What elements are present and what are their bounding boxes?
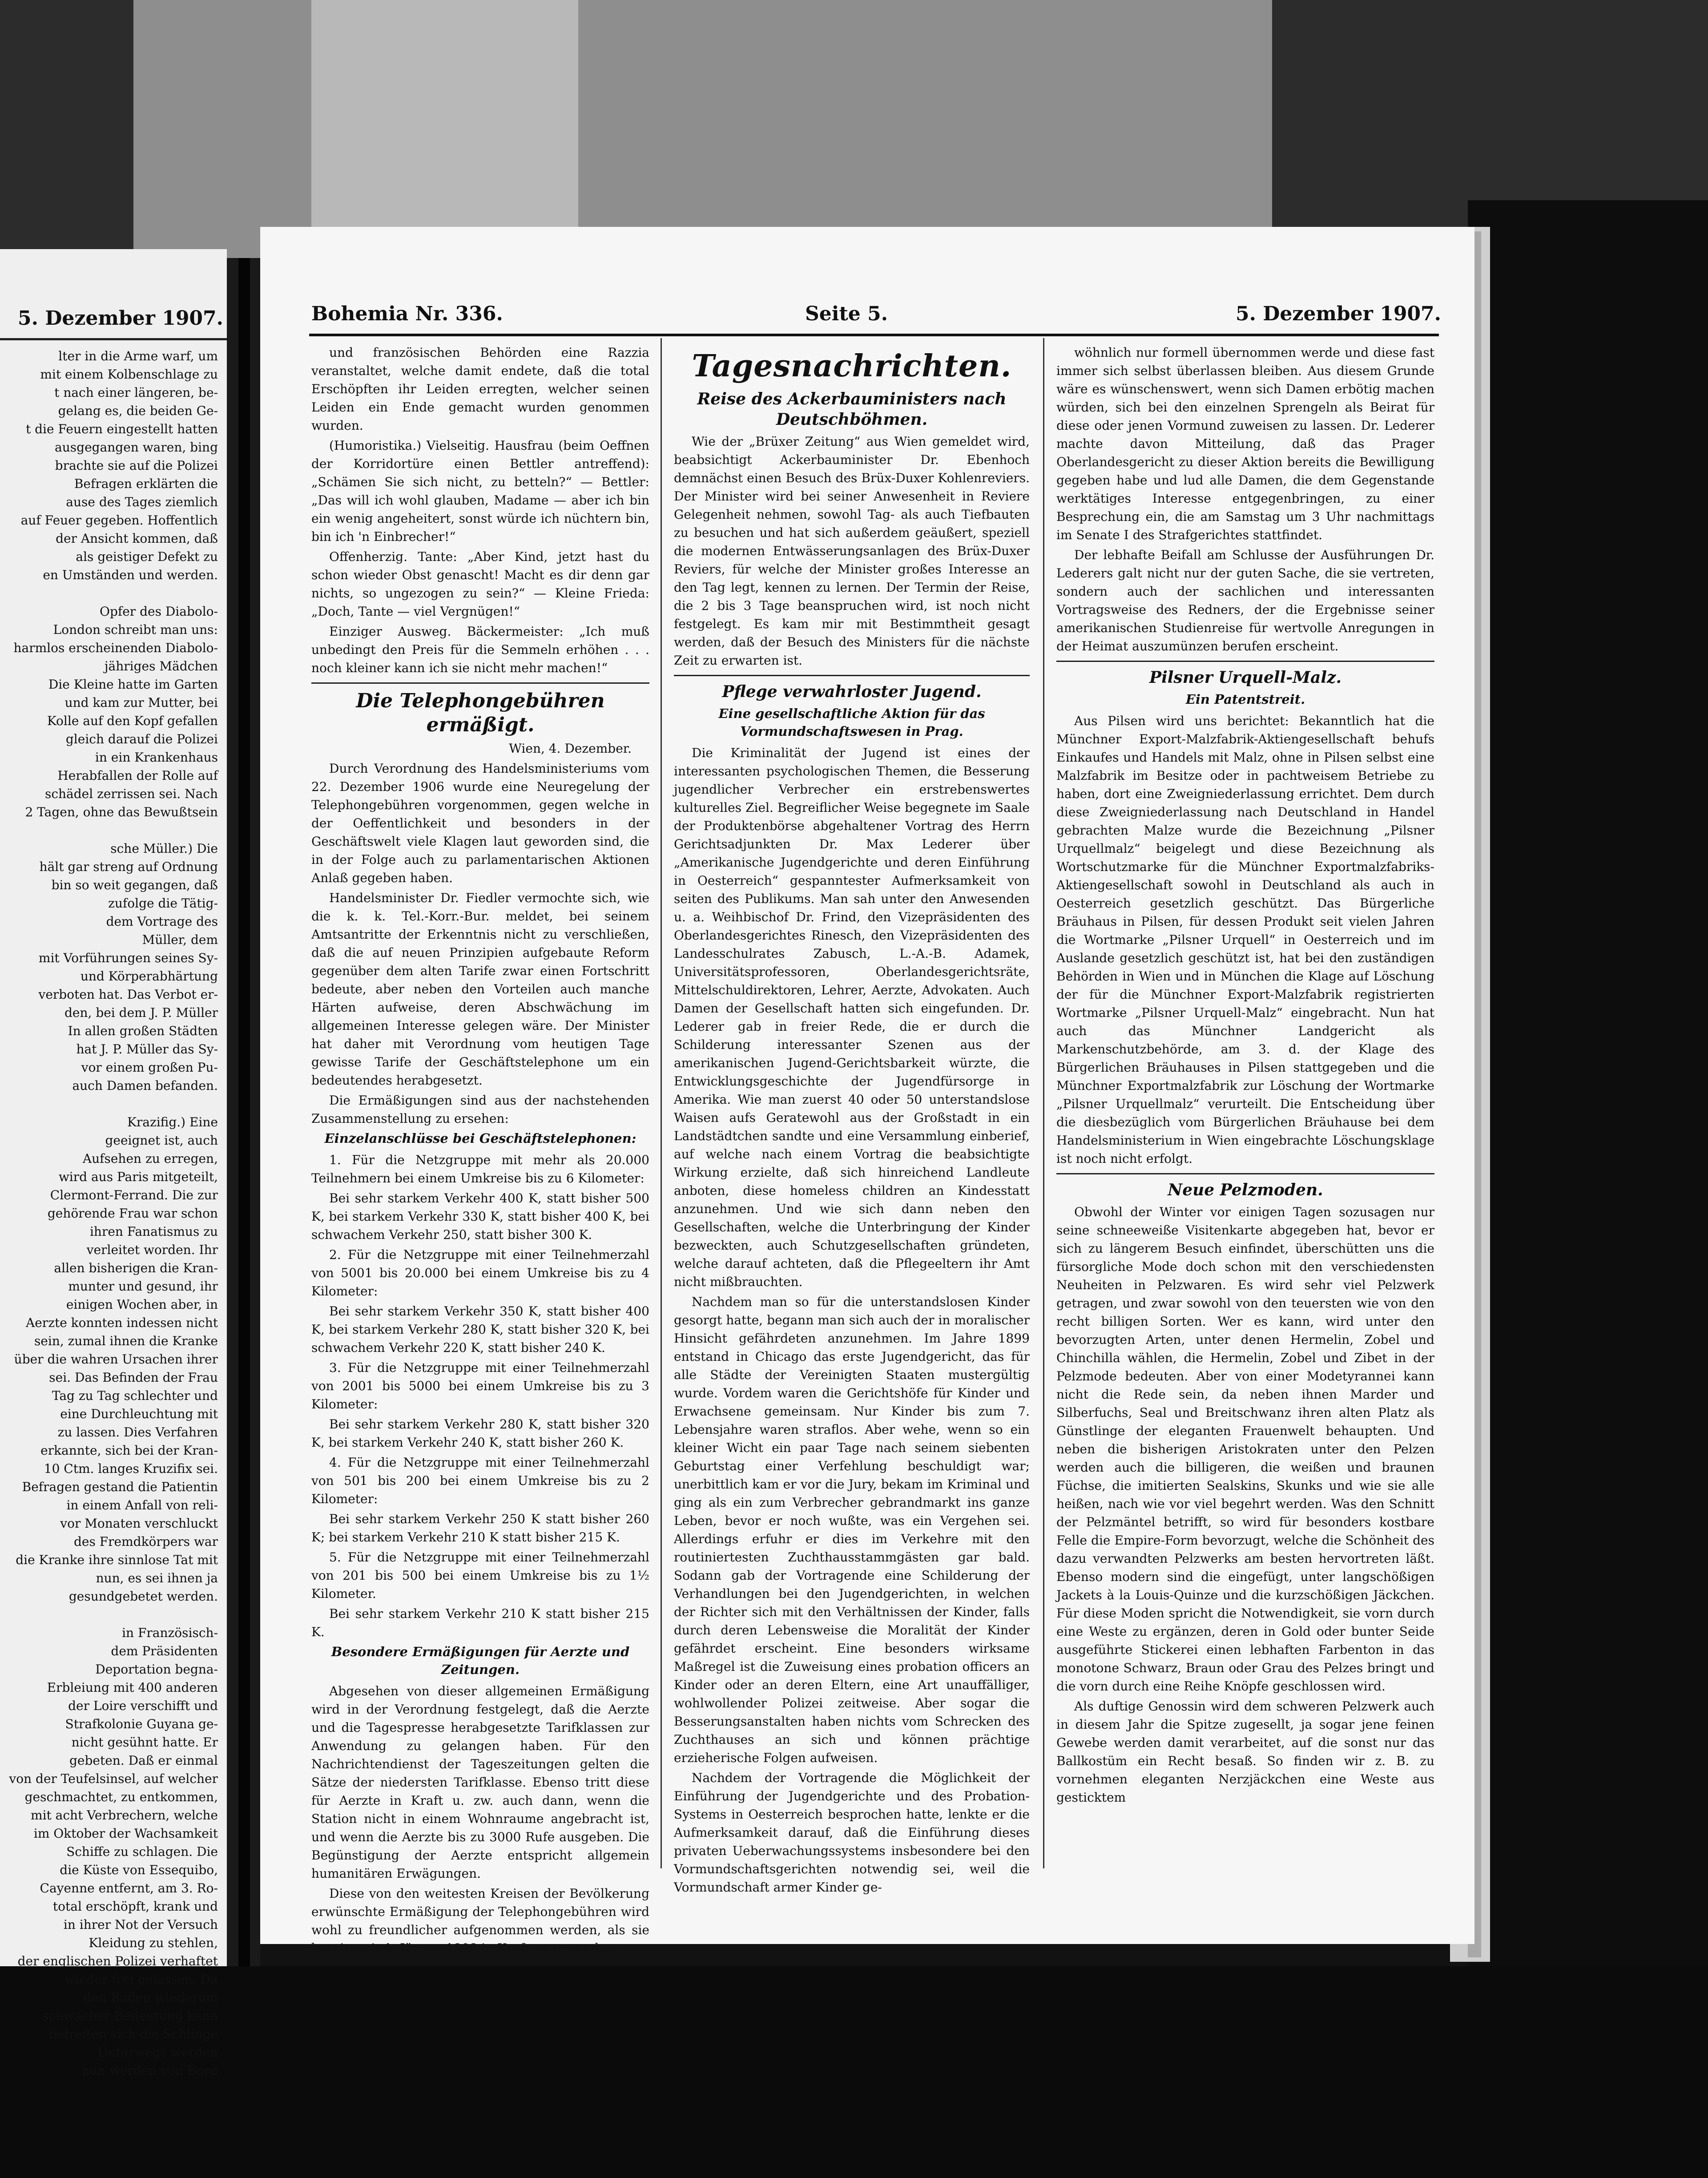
left-page-line: ausgegangen waren, bing: [55, 440, 218, 455]
masthead-issue: Bohemia Nr. 336.: [311, 302, 503, 325]
left-page-line: gehörende Frau war schon: [47, 1206, 218, 1221]
paragraph: Einziger Ausweg. Bäckermeister: „Ich muß unbedingt den Preis für die Semmeln erhöhen . . . noch kleiner kann ich sie nicht mehr machen!“: [311, 624, 649, 675]
article-headline: Die Telephongebühren ermäßigt.: [356, 690, 605, 736]
left-page-line: total erschöpft, krank und: [52, 1899, 218, 1914]
left-page-line: der englischen Polizei verhaftet: [17, 1954, 218, 1968]
left-page-line: en Umständen und werden.: [43, 568, 218, 582]
article-subheadline: Eine gesellschaftliche Aktion für das Vormundschaftswesen in Prag.: [718, 706, 985, 739]
column-2: [674, 343, 1030, 1895]
separator-rule: [1056, 661, 1434, 662]
left-page-line: der Loire verschifft und: [68, 1698, 218, 1713]
paragraph: Obwohl der Winter vor einigen Tagen sozusagen nur seine schneeweiße Visitenkarte abgegeben hat, bevor er sich zu längerem Besuch einfindet, überschütten uns die fürsorgliche Mode doch schon mit den verschiedensten Neuheiten in Pelzwaren. Es wird sehr viel Pelzwerk getragen, und zwar sowohl von den teuersten wie von den recht billigen Sorten. Wer es kann, wird unter den bevorzugten Arten, unter denen Hermelin, Zobel und Chinchilla wählen, die Hermelin, Zobel und Zibet in der Pelzmode bedeuten. Aber von einer Modetyrannei kann nicht die Rede sein, da neben ihnen Marder und Silberfuchs, Seal und Breitschwanz ihren alten Platz als Günstlinge der eleganten Frauenwelt behaupten. Und neben die bisherigen Aristokraten unter den Pelzen werden auch die billigeren, die weißen und braunen Füchse, die imitierten Sealskins, Skunks und wie sie alle heißen, nach wie vor viel begehrt werden. Was den Schnitt der Pelzmäntel betrifft, so wird für besonders kostbare Felle die Empire-Form bevorzugt, welche die Schönheit des dazu verwandten Pelzwerks am besten hervortreten läßt. Ebenso modern sind die eingefügt, unter langschößigen Jackets à la Louis-Quinze und die kurzschößigen Jäckchen. Für diese Moden spricht die Notwendigkeit, sie vorn durch eine Weste zu ergänzen, deren in Gold oder bunter Seide ausgeführte Stickerei einen lebhaften Farbenton in das monotone Schwarz, Braun oder Grau des Pelzes bringt und die vorn durch eine Reihe Knöpfe geschlossen wird.: [1056, 1205, 1434, 1694]
article-headline: Neue Pelzmoden.: [1168, 1181, 1323, 1199]
paragraph: Bei sehr starkem Verkehr 400 K, statt bisher 500 K, bei starkem Verkehr 330 K, statt bisher 400 K, bei schwachem Verkehr 250, statt bisher 300 K.: [311, 1191, 649, 1242]
left-page-line: zufolge die Tätig-: [108, 896, 218, 911]
left-page-line: den Boden wiederum: [83, 1990, 218, 2005]
paragraph: Offenherzig. Tante: „Aber Kind, jetzt hast du schon wieder Obst genascht! Macht es dir denn gar nichts, so ungezogen zu sein?“ — Kleine Frieda: „Doch, Tante — viel Vergnügen!“: [311, 549, 649, 619]
left-page-line: mit Vorführungen seines Sy-: [38, 951, 218, 965]
left-page-line: London schreibt man uns:: [53, 622, 218, 637]
paragraph: Bei sehr starkem Verkehr 210 K statt bisher 215 K.: [311, 1606, 649, 1639]
left-page-line: [0, 1605, 218, 1624]
left-page-line: Cayenne entfernt, am 3. Ro-: [40, 1881, 218, 1896]
column-3: [1056, 343, 1434, 1865]
left-page-line: von der Teufelsinsel, auf welcher: [9, 1771, 218, 1786]
article-headline: Pflege verwahrloster Jugend.: [722, 682, 982, 701]
left-page-line: der Ansicht kommen, daß: [56, 531, 218, 546]
left-page-line: Kleidung zu stehlen,: [89, 1936, 218, 1950]
left-page-line: geeignet ist, auch: [105, 1133, 218, 1148]
left-page-line: ause des Tages ziemlich: [66, 495, 218, 509]
left-page-line: Aerzte konnten indessen nicht: [26, 1315, 218, 1330]
paragraph: (Humoristika.) Vielseitig. Hausfrau (beim Oeffnen der Korridortüre einen Bettler antreffend): „Schämen Sie sich nicht, zu betteln?“ — Bettler: „Das will ich wohl glauben, Madame — aber ich bin ein wenig angeheitert, sonst würde ich nüchtern bin, bin ich 'n Einbrecher!“: [311, 438, 649, 544]
left-page-line: in einem Anfall von reli-: [66, 1498, 218, 1512]
left-page-line: als geistiger Defekt zu: [76, 549, 218, 564]
left-page-line: dem Vortrage des: [106, 914, 218, 929]
left-page-line: und Körperabhärtung: [80, 969, 218, 984]
paragraph: Der lebhafte Beifall am Schlusse der Ausführungen Dr. Lederers galt nicht nur der guten Sache, die sie vertreten, sondern auch der sachlichen und interessanten Vortragsweise des Redners, der die Ergebnisse seiner amerikanischen Studienreise für wertvolle Anregungen in der Heimat auszumünzen berufen erscheint.: [1056, 548, 1434, 653]
left-page-line: eine Durchleuchtung mit: [60, 1407, 218, 1421]
left-page-header-rule: [0, 338, 227, 340]
paragraph: Die Ermäßigungen sind aus der nachstehenden Zusammenstellung zu ersehen:: [311, 1093, 649, 1126]
paragraph: wöhnlich nur formell übernommen werde und diese fast immer sich selbst überlassen bleiben. Aus diesem Grunde wäre es wünschenswert, wenn sich Damen erbötig machen würden, sich bei den einzelnen Sprengeln als Beirat für diese oder jenen Vormund zuweisen zu lassen. Dr. Lederer machte davon Mitteilung, daß das Prager Oberlandesgericht zu dieser Aktion bereits die Bewilligung gegeben habe und lud alle Damen, die dem Gegenstande werktätiges Interesse entgegenbringen, zu einer Besprechung ein, die am Samstag um 3 Uhr nachmittags im Senate I des Strafgerichtes stattfindet.: [1056, 345, 1434, 542]
left-page-line: Kolle auf den Kopf gefallen: [47, 714, 218, 728]
left-page-line: Herabfallen der Rolle auf: [57, 768, 218, 783]
book-gutter-shadow: [238, 258, 250, 1966]
left-page-line: hält gar streng auf Ordnung: [39, 859, 218, 874]
paragraph: Nachdem der Vortragende die Möglichkeit der Einführung der Jugendgerichte und des Probation-Systems in Oesterreich besprochen hatte, lenkte er die Aufmerksamkeit darauf, daß die Einführung dieses privaten Ueberwachungssystems insbesondere bei den Vormundschaftsgerichten notwendig sei, weil die Vormundschaft armer Kinder ge-: [674, 1771, 1030, 1895]
page-number: Seite 5.: [805, 302, 888, 325]
left-page-line: t nach einer längeren, be-: [54, 385, 218, 400]
left-page-line: Tag zu Tag schlechter und: [52, 1388, 218, 1403]
left-page-line: schädel zerrissen sei. Nach: [44, 786, 218, 801]
left-page-line: allen bisherigen die Kran-: [54, 1261, 218, 1275]
page-header: [311, 302, 1441, 334]
left-page-line: gleich darauf die Polizei: [65, 732, 218, 746]
left-page-line: Aufsehen zu erregen,: [82, 1151, 218, 1166]
paragraph: und französischen Behörden eine Razzia veranstaltet, welche damit endete, daß die total Erschöpften ihr Leiden erregten, welcher seinen Leiden ein Ende gemacht wurden genommen wurden.: [311, 345, 649, 433]
paragraph: 3. Für die Netzgruppe mit einer Teilnehmerzahl von 2001 bis 5000 bei einem Umkreise bis zu 3 Kilometer:: [311, 1360, 649, 1412]
article-subheadline: Besondere Ermäßigungen für Aerzte und Zeitungen.: [331, 1644, 630, 1677]
left-page-line: sei. Das Befinden der Frau: [49, 1370, 218, 1385]
paragraph: Nachdem man so für die unterstandslosen Kinder gesorgt hatte, begann man sich auch der in moralischer Hinsicht gefährdeten anzunehmen. Im Jahre 1899 entstand in Chicago das erste Jugendgericht, das für alle Städte der Vereinigten Staaten mustergültig wurde. Vordem waren die Gerichtshöfe für Kinder und Erwachsene gemeinsam. Nur Kinder bis zum 7. Lebensjahre waren straflos. Aber wehe, wenn so ein kleiner Wicht ein paar Tage nach seinem siebenten Geburtstag einer Verfehlung beschuldigt war; unerbittlich kam er vor die Jury, bekam im Kriminal und ging als ein zum Verbrecher gebrandmarkt ins ganze Leben, bevor er noch wußte, was ein Vergehen sei. Allerdings erfuhr er dies im Verkehre mit den routiniertesten Zuchthausstammgästen gar bald. Sodann gab der Vortragende eine Schilderung der Verhandlungen bei den Jugendgerichten, in welchen der Richter sich mit den Verhältnissen der Kinder, falls durch deren Lebensweise die Moralität der Kinder gefährdet erscheint. Eine besonders wirksame Maßregel ist die Zuweisung eines probation officers an Kinder oder an deren Eltern, eine Art unauffälliger, wohlwollender Polizei zeitweise. Aber sogar die Besserungsanstalten haben nichts vom Schrecken des Zuchthauses an sich und können prächtige erzieherische Folgen aufweisen.: [674, 1295, 1030, 1765]
left-page-line: in Französisch-: [122, 1625, 218, 1640]
left-page-line: im Oktober der Wachsamkeit: [33, 1826, 218, 1841]
left-page-line: Strafkolonie Guyana ge-: [65, 1717, 218, 1731]
left-page-line: Die Kleine hatte im Garten: [48, 677, 218, 692]
article-headline: Pilsner Urquell-Malz.: [1149, 668, 1341, 687]
article-subheadline: Ein Patentstreit.: [1185, 692, 1305, 707]
left-page-line: schwacher Bedeutung kann: [42, 2009, 218, 2023]
left-page-line: verboten hat. Das Verbot er-: [38, 987, 218, 1002]
separator-rule: [311, 682, 649, 684]
paragraph: Als duftige Genossin wird dem schweren Pelzwerk auch in diesem Jahr die Spitze zugesellt, ja sogar jene feinen Gewebe werden damit verarbeitet, auf die sonst nur das Ballkostüm ein Recht besaß. So finden wir z. B. zu vornehmen eleganten Nerzjäckchen eine Weste aus gesticktem: [1056, 1699, 1434, 1805]
left-page-line: in ein Krankenhaus: [95, 750, 218, 765]
left-page-line: jähriges Mädchen: [104, 659, 218, 674]
paragraph: Die Kriminalität der Jugend ist eines der interessanten psychologischen Themen, die Besserung jugendlicher Verbrecher ein erstrebenswertes kulturelles Ziel. Begreiflicher Weise begegnete im Saale der Produktenbörse abgehaltener Vortrag des Herrn Gerichtsadjunkten Dr. Max Lederer über „Amerikanische Jugendgerichte und deren Einführung in Oesterreich“ gespanntester Aufmerksamkeit von seiten des Publikums. Man sah unter den Anwesenden u. a. Weihbischof Dr. Frind, den Vizepräsidenten des Oberlandesgerichtes Rinesch, den Vizepräsidenten des Landesschulrates Zabusch, L.-A.-B. Adamek, Universitätsprofessoren, Oberlandesgerichtsräte, Mittelschuldirektoren, Lehrer, Aerzte, Advokaten. Auch Damen der Gesellschaft hatten sich eingefunden. Dr. Lederer gab in freier Rede, die er durch die Schilderung interessanter Szenen aus der amerikanischen Jugend-Gerichtsbarkeit würzte, die Entwicklungsgeschichte der Jugendfürsorge in Amerika. Wie man zuerst 40 oder 50 unterstandslose Waisen aufs Geratewohl aus der Großstadt in ein Landstädtchen sandte und eine Versammlung einberief, auf welche nach einem Vortrag die beabsichtigte Wirkung erzielte, daß sich hinreichend Landleute anboten, diese homeless children an Kindesstatt anzunehmen. Und wie sich dann neben den Gesellschaften, welche die Unterbringung der Kinder bezweckten, auch Schutzgesellschaften gründeten, welche darauf achteten, daß die Pflegeeltern ihr Amt nicht mißbrauchten.: [674, 746, 1030, 1289]
newspaper-page: [260, 227, 1474, 1956]
left-page-line: 10 Ctm. langes Kruzifix sei.: [44, 1461, 218, 1476]
left-page-line: lter in die Arme warf, um: [58, 349, 218, 363]
paragraph: 2. Für die Netzgruppe mit einer Teilnehmerzahl von 5001 bis 20.000 bei einem Umkreise bis zu 4 Kilometer:: [311, 1247, 649, 1299]
left-page-line: Opfer des Diabolo-: [99, 604, 218, 619]
left-page-line: Befragen gestand die Patientin: [22, 1480, 218, 1494]
left-page-line: den, bei dem J. P. Müller: [64, 1005, 218, 1020]
left-page-line: erkannte, sich bei der Kran-: [40, 1443, 218, 1458]
left-page-line: Deportation begna-: [95, 1662, 218, 1677]
left-page-line: 2 Tagen, ohne das Bewußtsein: [25, 805, 218, 819]
left-page-line: gebeten. Daß er einmal: [69, 1753, 218, 1768]
paragraph: Bei sehr starkem Verkehr 350 K, statt bisher 400 K, bei starkem Verkehr 280 K, statt bisher 320 K, bei schwachem Verkehr 220 K, statt bisher 240 K.: [311, 1304, 649, 1355]
column-separator: [1043, 338, 1044, 1868]
left-page-line: [0, 1095, 218, 1113]
left-page-line: Krazifig.) Eine: [127, 1115, 218, 1129]
left-page-line: gelang es, die beiden Ge-: [58, 403, 218, 418]
left-page-line: hat J. P. Müller das Sy-: [76, 1042, 218, 1057]
section-heading: Tagesnachrichten.: [692, 348, 1012, 384]
left-page-line: dem Präsidenten: [111, 1644, 218, 1658]
left-page-line: sein, zumal ihnen die Kranke: [34, 1334, 218, 1348]
left-page-line: wird aus Paris mitgeteilt,: [58, 1170, 218, 1184]
left-page-line: harmlos erscheinenden Diabolo-: [13, 641, 218, 655]
left-page-line: munter und gesund, ihr: [68, 1279, 218, 1294]
left-page-line: brachte sie auf die Polizei: [55, 458, 218, 473]
left-page-line: nicht gesühnt hatte. Er: [71, 1735, 218, 1750]
paragraph: Abgesehen von dieser allgemeinen Ermäßigung wird in der Verordnung festgelegt, daß die Aerzte und die Tagespresse herabgesetzte Tarifklassen zur Anwendung zu gelangen haben. Für den Nachrichtendienst der Tageszeitungen gelten die Sätze der niedersten Tarifklasse. Ebenso tritt diese für Aerzte in Kraft u. zw. auch dann, wenn die Station nicht in einem Wohnraume angebracht ist, und wenn die Aerzte bis zu 3000 Rufe ausgeben. Die Begünstigung der Aerzte entspricht allgemein humanitären Erwägungen.: [311, 1684, 649, 1881]
issue-date: 5. Dezember 1907.: [1236, 302, 1441, 325]
left-page-line: zu lassen. Dies Verfahren: [57, 1425, 218, 1440]
left-page-line: mit einem Kolbenschlage zu: [40, 367, 218, 382]
left-page-line: [0, 584, 218, 602]
left-page-line: sche Müller.) Die: [110, 841, 218, 856]
left-page-line: Müller, dem: [142, 932, 218, 947]
paragraph: Bei sehr starkem Verkehr 280 K, statt bisher 320 K, bei starkem Verkehr 240 K, statt bisher 260 K.: [311, 1417, 649, 1450]
left-page-header: 5. Dezember 1907.: [18, 307, 223, 330]
paragraph: Wie der „Brüxer Zeitung“ aus Wien gemeldet wird, beabsichtigt Ackerbauminister Dr. Ebenhoch demnächst einen Besuch des Brüx-Duxer Kohlenreviers. Der Minister wird bei seiner Anwesenheit in Reviere Gelegenheit nehmen, sowohl Tag- als auch Tiefbauten zu besuchen und hat sich außerdem geäußert, speziell die modernen Entwässerungsanlagen des Brüx-Duxer Reviers, für welche der Minister großes Interesse an den Tag legt, kennen zu lernen. Der Termin der Reise, die 2 bis 3 Tage beanspruchen wird, ist noch nicht festgelegt. Es kam mir mit Bestimmtheit gesagt werden, daß der Besuch des Ministers für die nächste Zeit zu erwarten ist.: [674, 434, 1030, 668]
left-page-line: geschmachtet, zu entkommen,: [24, 1790, 218, 1804]
scan-background-bottom: [0, 1966, 1708, 2178]
left-page-line: befreiten sich die Schlinge: [48, 2027, 218, 2041]
paragraph: 1. Für die Netzgruppe mit mehr als 20.000 Teilnehmern bei einem Umkreise bis zu 6 Kilometer:: [311, 1153, 649, 1186]
left-page-line: Befragen erklärten die: [74, 476, 218, 491]
left-page-line: über die wahren Ursachen ihrer: [14, 1352, 218, 1367]
paragraph: Bei sehr starkem Verkehr 250 K statt bisher 260 K; bei starkem Verkehr 210 K statt bisher 215 K.: [311, 1512, 649, 1545]
header-rule: [309, 334, 1439, 336]
left-page-line: [0, 821, 218, 839]
separator-rule: [1056, 1173, 1434, 1174]
left-page-line: einigen Wochen aber, in: [66, 1297, 218, 1312]
left-page-line: In allen großen Städten: [68, 1024, 218, 1038]
scan-background-highlight: [311, 0, 578, 249]
column-1: [311, 343, 649, 1956]
left-page-line: die Kranke ihre sinnlose Tat mit: [16, 1553, 218, 1567]
paragraph: Diese von den weitesten Kreisen der Bevölkerung erwünschte Ermäßigung der Telephongebühren wird wohl zu freundlicher aufgenommen werden, als sie bereits mit 1. Jänner 1908 in Kraft zu treten hat.: [311, 1886, 649, 1956]
article-headline: Reise des Ackerbauministers nach Deutschböhmen.: [697, 390, 1007, 429]
left-facing-page: [0, 249, 227, 2078]
left-page-line: bin so weit gegangen, daß: [51, 878, 218, 892]
left-page-line: Clermont-Ferrand. Die zur: [50, 1188, 218, 1202]
paragraph: 5. Für die Netzgruppe mit einer Teilnehmerzahl von 201 bis 500 bei einem Umkreise bis zu 1½ Kilometer.: [311, 1550, 649, 1601]
paragraph: 4. Für die Netzgruppe mit einer Teilnehmerzahl von 501 bis 200 bei einem Umkreise bis zu 2 Kilometer:: [311, 1455, 649, 1506]
left-page-line: verleitet worden. Ihr: [86, 1242, 218, 1257]
left-page-line: gesundgebetet werden.: [68, 1589, 218, 1604]
paragraph: Aus Pilsen wird uns berichtet: Bekanntlich hat die Münchner Export-Malzfabrik-Aktiengesellschaft behufs Einkaufes und Handels mit Malz, ohne in Pilsen selbst eine Malzfabrik im Besitze oder in pachtweisem Betriebe zu haben, dort eine Zweigniederlassung errichtet. Dem durch diese Zweigniederlassung nach Deutschland in Handel gebrachten Malze wurde die Bezeichnung „Pilsner Urquellmalz“ beigelegt und diese Bezeichnung als Wortschutzmarke für die Münchner Exportmalzfabriks-Aktiengesellschaft sowohl in Deutschland als auch in Oesterreich gesetzlich geschützt. Das Bürgerliche Bräuhaus in Pilsen, für dessen Produkt seit vielen Jahren die Wortmarke „Pilsner Urquell“ in Oesterreich und im Auslande gesetzlich geschützt ist, hat bei den zuständigen Behörden in Wien und in München die Klage auf Löschung der für die Münchner Export-Malzfabrik registrierten Wortmarke „Pilsner Urquell-Malz“ eingebracht. Nun hat auch das Münchner Landgericht als Markenschutzbehörde, am 3. d. der Klage des Bürgerlichen Bräuhauses in Pilsen stattgegeben und die Münchner Exportmalzfabrik zur Löschung der Wortmarke „Pilsner Urquellmalz“ verurteilt. Die Entscheidung über die diesbezüglich vom Bürgerlichen Bräuhause bei dem Handelsministerium in Wien eingebrachte Löschungsklage ist noch nicht erfolgt.: [1056, 714, 1434, 1166]
article-subheadline: Einzelanschlüsse bei Geschäftstelephonen:: [324, 1131, 636, 1146]
left-page-line: und kam zur Mutter, bei: [64, 695, 218, 710]
left-page-line: auf Feuer gegeben. Hoffentlich: [20, 513, 218, 528]
left-page-line: vor einem großen Pu-: [81, 1060, 218, 1075]
left-page-line: Unterwegs werden: [97, 2045, 218, 2060]
left-page-line: t die Feuern eingestellt hatten: [25, 422, 218, 436]
separator-rule: [674, 675, 1030, 676]
left-page-line: nun, es sei ihnen ja: [96, 1571, 218, 1585]
paragraph: Durch Verordnung des Handelsministeriums vom 22. Dezember 1906 wurde eine Neuregelung der Telephongebühren vorgenommen, gegen welche in der Oeffentlichkeit und besonders in der Geschäftswelt viele Klagen laut geworden sind, die in der Folge auch zu parlamentarischen Aktionen Anlaß gegeben haben.: [311, 761, 649, 885]
left-page-line: auch Damen befanden.: [72, 1078, 218, 1093]
column-separator: [661, 338, 662, 1868]
left-page-line: Schiffe zu schlagen. Die: [66, 1844, 218, 1859]
left-page-line: des Fremdkörpers war: [73, 1534, 218, 1549]
left-page-line: wieder frei gelassen. Da: [64, 1972, 218, 1987]
left-page-line: ihren Fanatismus zu: [89, 1224, 218, 1239]
left-page-line: Erbleiung mit 400 anderen: [47, 1680, 218, 1695]
paragraph: Handelsminister Dr. Fiedler vermochte sich, wie die k. k. Tel.-Korr.-Bur. meldet, bei seinem Amtsantritte der Erkenntnis nicht zu verschließen, daß die auf neuen Prinzipien aufgebaute Reform gegenüber dem alten Tarife zwar einen Fortschritt bedeute, aber neben den Vorteilen auch manche Härten aufweise, deren Abschwächung im allgemeinen Interesse gelegen wäre. Der Minister hat daher mit Verordnung vom heutigen Tage gewisse Tarife der Geschäftstelephone um ein bedeutendes herabgesetzt.: [311, 891, 649, 1088]
left-page-line: die Küste von Essequibo,: [60, 1863, 218, 1877]
left-page-line: mit acht Verbrechern, welche: [31, 1808, 218, 1823]
scan-background-right: [1468, 200, 1708, 2178]
left-page-text: [0, 347, 218, 2080]
left-page-line: in ihrer Not der Versuch: [63, 1917, 218, 1932]
left-page-line: vor Monaten verschluckt: [60, 1516, 218, 1531]
dateline: Wien, 4. Dezember.: [509, 741, 632, 756]
left-page-line: nun werden von Bord: [81, 2063, 218, 2078]
